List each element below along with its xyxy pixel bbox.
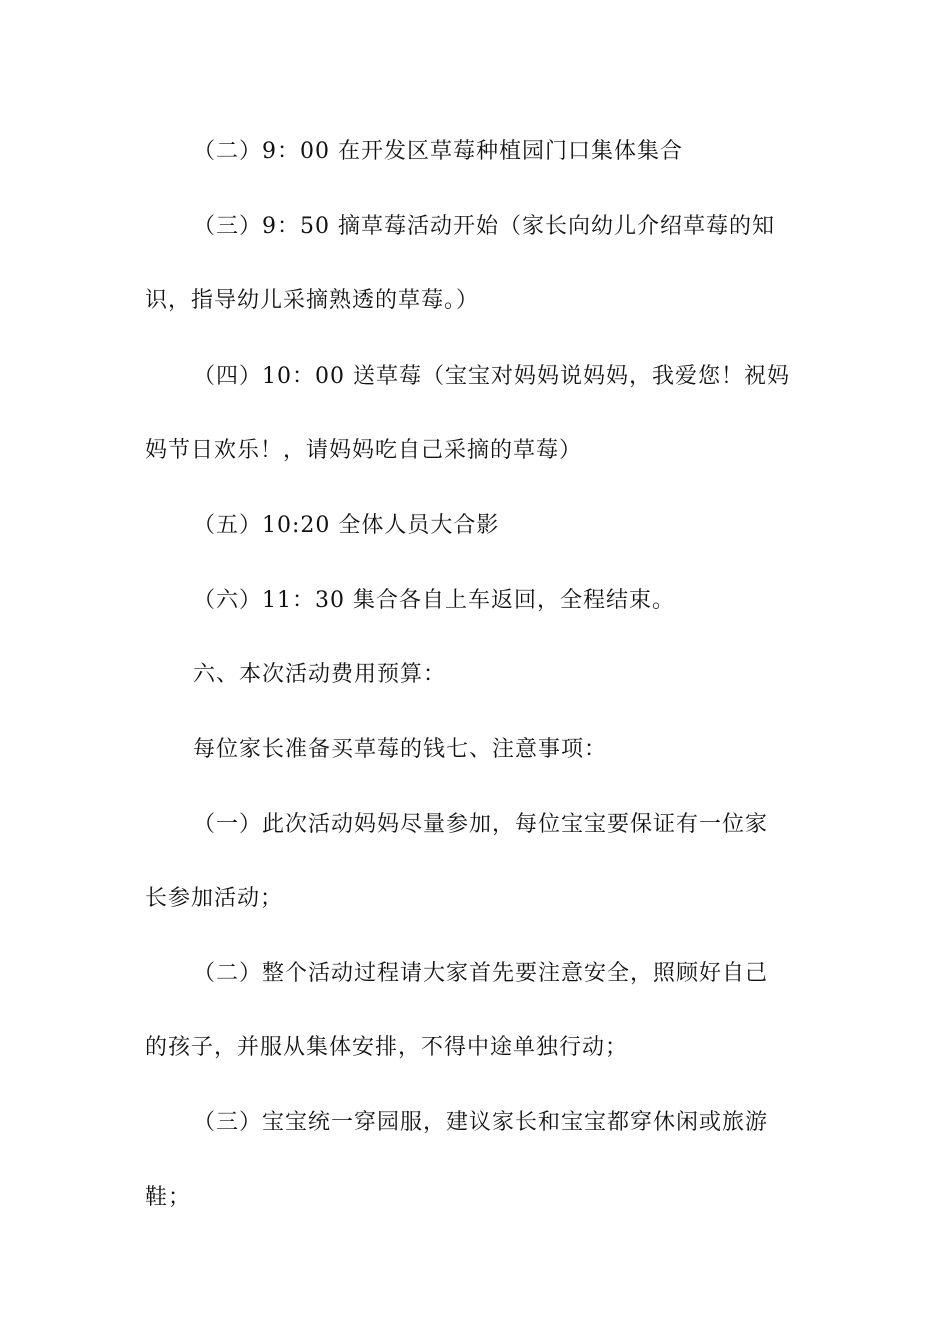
schedule-item-5: （五）10:20 全体人员大合影 [193,513,500,538]
budget-and-notes-heading: 每位家长准备买草莓的钱七、注意事项： [193,737,608,762]
schedule-item-6: （六）11：30 集合各自上车返回，全程结束。 [193,588,675,613]
schedule-item-2: （二）9：00 在开发区草莓种植园门口集体集合 [193,139,683,164]
note-item-2-continued: 的孩子，并服从集体安排，不得中途单独行动； [145,1035,629,1060]
schedule-item-4: （四）10：00 送草莓（宝宝对妈妈说妈妈，我爱您！祝妈 [193,364,790,389]
note-item-1-continued: 长参加活动； [145,886,284,911]
note-item-3-continued: 鞋； [145,1185,192,1210]
schedule-item-3-continued: 识，指导幼儿采摘熟透的草莓。） [145,288,480,313]
section-heading-budget: 六、本次活动费用预算： [193,662,447,687]
note-item-2: （二）整个活动过程请大家首先要注意安全，照顾好自己 [193,961,769,986]
schedule-item-4-continued: 妈节日欢乐！，请妈妈吃自己采摘的草莓） [145,438,583,463]
note-item-1: （一）此次活动妈妈尽量参加，每位宝宝要保证有一位家 [193,812,769,837]
note-item-3: （三）宝宝统一穿园服，建议家长和宝宝都穿休闲或旅游 [193,1110,769,1135]
schedule-item-3: （三）9：50 摘草莓活动开始（家长向幼儿介绍草莓的知 [193,214,775,239]
